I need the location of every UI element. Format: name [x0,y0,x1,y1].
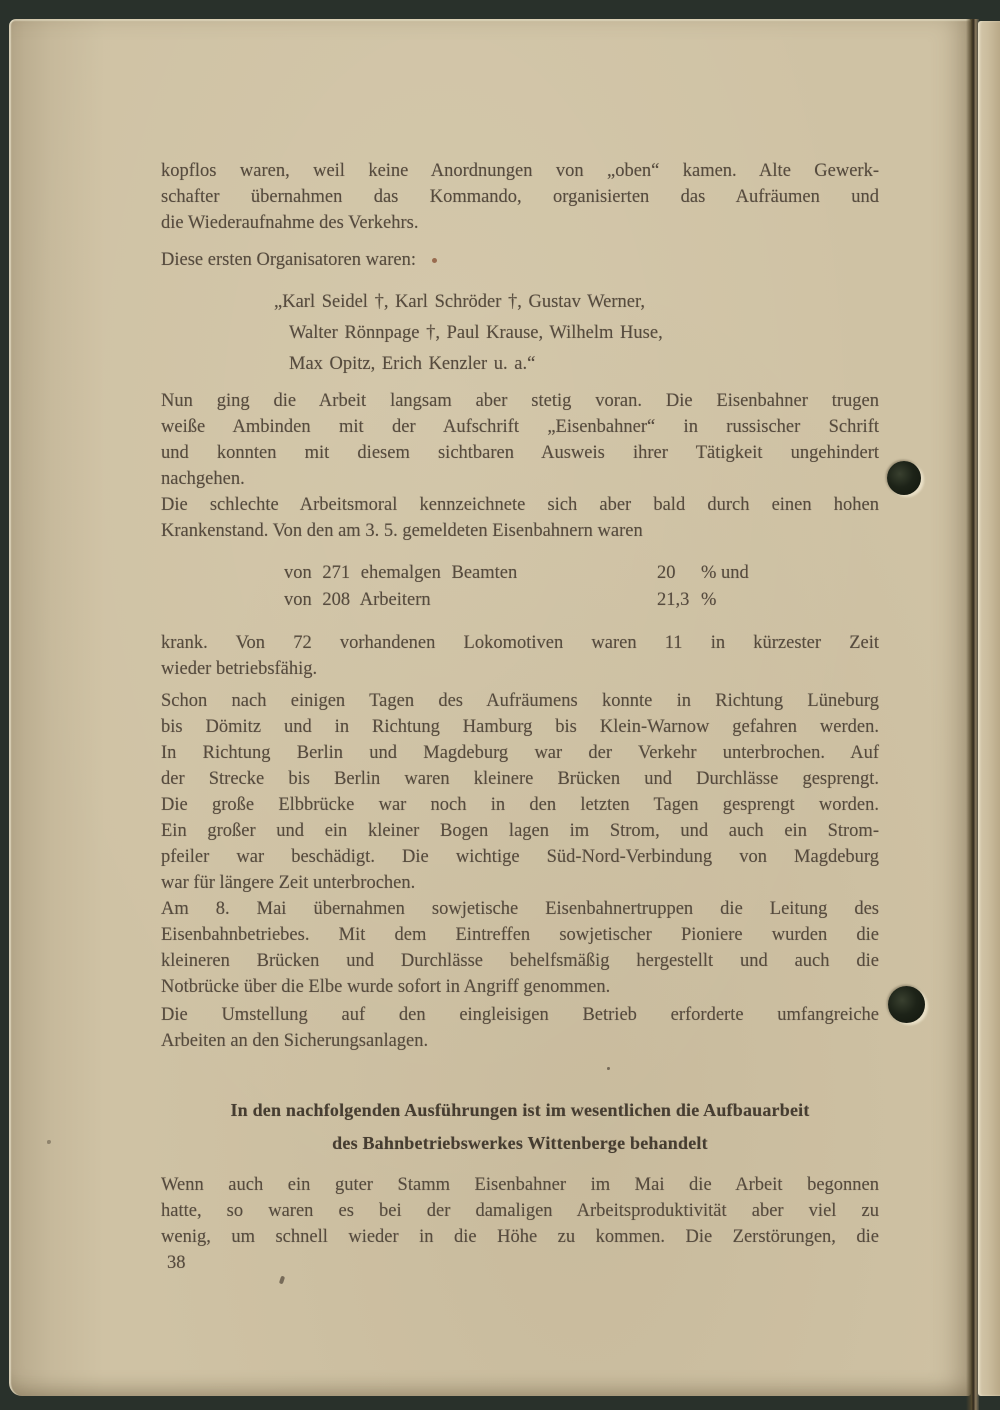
punch-hole-top [887,461,921,495]
stats-unit: % [701,590,717,610]
stats-label: von 208 Arbeitern [284,590,431,610]
stats-krankenstand [161,560,879,614]
ink-speck [47,1140,51,1144]
scanned-page [9,19,971,1396]
ink-speck [279,1276,285,1285]
para-arbeitsmoral [161,492,879,544]
text-line: „Karl Seidel †, Karl Schröder †, Gustav Werner, [274,292,646,312]
text-line: In den nachfolgenden Ausführungen ist im wesentlichen die Aufbauarbeit [230,1100,810,1120]
text-line: des Bahnbetriebswerkes Wittenberge behandelt [332,1133,708,1153]
para-schon-nach [161,688,879,896]
text-line: Notbrücke über die Elbe wurde sofort in Angriff genommen. [161,977,611,997]
stats-row [284,587,879,614]
text-line: krank. Von 72 vorhandenen Lokomotiven waren 11 in kürzester Zeit [161,633,879,653]
text-line: wieder betriebsfähig. [161,659,318,679]
para-nun-ging [161,388,879,492]
text-line: nachgehen. [161,469,245,489]
text-line: Die Umstellung auf den eingleisigen Betrieb erforderte umfangreiche [161,1005,879,1025]
text-line: wenig, um schnell wieder in die Höhe zu kommen. Die Zerstörungen, die [161,1227,879,1247]
punch-hole-bottom [888,986,925,1023]
text-line: war für längere Zeit unterbrochen. [161,873,416,893]
text-line: der Strecke bis Berlin waren kleinere Brücken und Durchlässe gesprengt. [161,769,879,789]
text-line: Die große Elbbrücke war noch in den letzten Tagen gesprengt worden. [161,795,879,815]
text-line: Ein großer und ein kleiner Bogen lagen im Strom, und auch ein Strom- [161,821,879,841]
text-line: bis Dömitz und in Richtung Hamburg bis Klein-Warnow gefahren werden. [161,717,879,737]
para-krank [161,630,879,682]
quote-names [161,287,879,380]
heading-wittenberge [161,1094,879,1160]
text-line: Max Opitz, Erich Kenzler u. a.“ [289,354,536,374]
text-line: Nun ging die Arbeit langsam aber stetig voran. Die Eisenbahner trugen [161,391,879,411]
text-line: Am 8. Mai übernahmen sowjetische Eisenbahnertruppen die Leitung des [161,899,879,919]
text-line: und konnten mit diesem sichtbaren Ausweis ihrer Tätigkeit ungehindert [161,443,879,463]
text-line: Schon nach einigen Tagen des Aufräumens konnte in Richtung Lüneburg [161,691,879,711]
text-line: Wenn auch ein guter Stamm Eisenbahner im Mai die Arbeit begonnen [161,1175,879,1195]
text-line: schafter übernahmen das Kommando, organisierten das Aufräumen und [161,187,879,207]
text-line: Arbeiten an den Sicherungsanlagen. [161,1031,429,1051]
stats-value: 21,3 [657,590,690,610]
stats-value: 20 [657,563,676,583]
text-line: die Wiederaufnahme des Verkehrs. [161,213,419,233]
stats-label: von 271 ehemalgen Beamten [284,563,518,583]
text-line: pfeiler war beschädigt. Die wichtige Süd-Nord-Verbindung von Magdeburg [161,847,879,867]
stats-unit: % und [701,563,749,583]
text-line: kleineren Brücken und Durchlässe behelfsmäßig hergestellt und auch die [161,951,879,971]
text-line: Walter Rönnpage †, Paul Krause, Wilhelm Huse, [289,323,663,343]
para-umstellung [161,1002,879,1054]
text-line: Eisenbahnbetriebes. Mit dem Eintreffen sowjetischer Pioniere wurden die [161,925,879,945]
text-line: In Richtung Berlin und Magdeburg war der Verkehr unterbrochen. Auf [161,743,879,763]
para-organisatoren [161,247,879,273]
text-line: Krankenstand. Von den am 3. 5. gemeldeten Eisenbahnern waren [161,521,643,541]
text-line: weiße Ambinden mit der Aufschrift „Eisenbahner“ in russischer Schrift [161,417,879,437]
text-line: hatte, so waren es bei der damaligen Arbeitsproduktivität aber viel zu [161,1201,879,1221]
para-am-8-mai [161,896,879,1000]
para-wenn-auch [161,1172,879,1250]
text-line: kopflos waren, weil keine Anordnungen von „oben“ kamen. Alte Gewerk- [161,161,879,181]
text-column [161,158,879,1250]
page-number: 38 [167,1253,186,1273]
stats-row [284,560,879,587]
ink-dot-artifact [432,258,437,263]
text-line: Die schlechte Arbeitsmoral kennzeichnete sich aber bald durch einen hohen [161,495,879,515]
text-line: Diese ersten Organisatoren waren: [161,247,879,273]
para-kopflos [161,158,879,236]
next-page-edge [978,21,1000,1396]
